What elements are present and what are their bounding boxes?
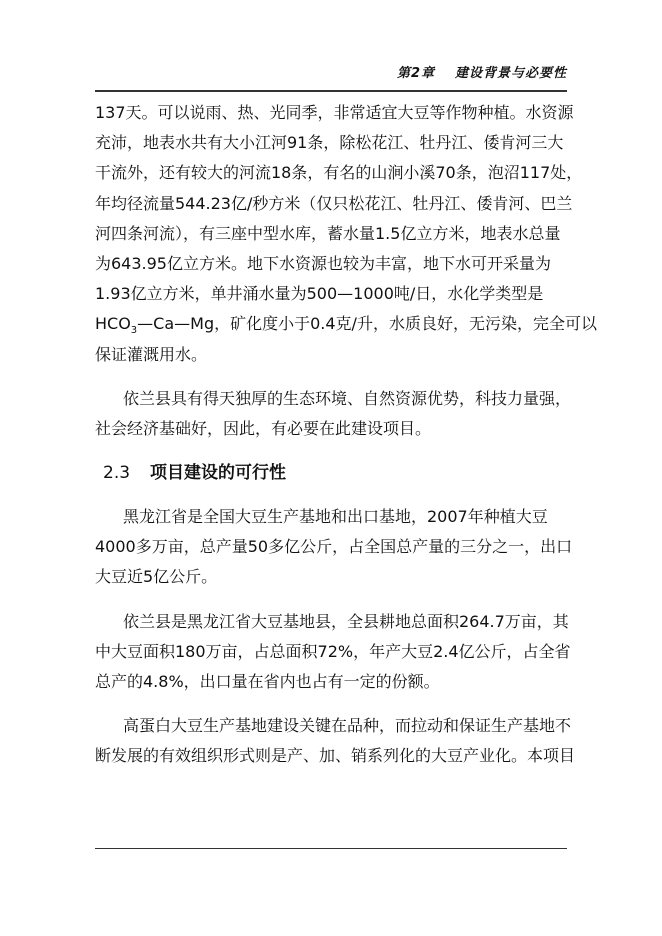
text-line: 依兰县是黑龙江省大豆基地县，全县耕地总面积264.7万亩，其 <box>123 611 569 631</box>
text-line: 断发展的有效组织形式则是产、加、销系列化的大豆产业化。本项目 <box>95 746 576 766</box>
header-rule <box>95 90 567 92</box>
text-line: 年均径流量544.23亿/秒方米（仅只松花江、牡丹江、倭肯河、巴兰 <box>95 193 573 213</box>
chem-rest: —Ca—Mg，矿化度小于0.4克/升，水质良好，无污染，完全可以 <box>137 314 597 334</box>
paragraph-water-resources <box>95 98 597 370</box>
chemistry-line <box>95 309 597 339</box>
text-line: 137天。可以说雨、热、光同季，非常适宜大豆等作物种植。水资源 <box>95 103 574 122</box>
text-line: 保证灌溉用水。 <box>95 344 208 364</box>
body-text <box>95 98 597 772</box>
section-title: 项目建设的可行性 <box>150 463 287 484</box>
running-header <box>397 62 567 81</box>
section-number: 2.3 <box>103 463 131 484</box>
text-line: 总产的4.8%，出口量在省内也占有一定的份额。 <box>95 672 440 691</box>
chem-formula: HCO <box>95 314 131 334</box>
paragraph-advantages <box>95 384 570 444</box>
text-line: 1.93亿立方米，单井涌水量为500—1000吨/日，水化学类型是 <box>95 284 544 304</box>
chem-subscript: 3 <box>130 325 138 337</box>
text-line: 高蛋白大豆生产基地建设关键在品种，而拉动和保证生产基地不 <box>123 716 572 736</box>
text-line: 充沛，地表水共有大小江河91条，除松花江、牡丹江、倭肯河三大 <box>95 133 564 153</box>
text-line: 大豆近5亿公斤。 <box>95 567 218 587</box>
paragraph-yilan <box>95 607 570 698</box>
text-line: 依兰县具有得天独厚的生态环境、自然资源优势，科技力量强， <box>123 388 572 408</box>
header-chapter: 第2章 <box>396 66 435 81</box>
text-line: 干流外，还有较大的河流18条，有名的山涧小溪70条，泡沼117处， <box>95 163 583 183</box>
footer-rule <box>95 848 567 849</box>
paragraph-industrialization <box>95 711 576 771</box>
header-title: 建设背景与必要性 <box>454 66 567 81</box>
text-line: 河四条河流），有三座中型水库，蓄水量1.5亿立方米，地表水总量 <box>95 223 561 243</box>
text-line: 为643.95亿立方米。地下水资源也较为丰富，地下水可开采量为 <box>95 253 551 273</box>
text-line: 4000多万亩，总产量50多亿公斤，占全国总产量的三分之一，出口 <box>95 537 573 557</box>
paragraph-heilongjiang <box>95 502 573 593</box>
text-line: 中大豆面积180万亩，占总面积72%，年产大豆2.4亿公斤，占全省 <box>95 641 571 661</box>
text-line: 社会经济基础好，因此，有必要在此建设项目。 <box>95 418 432 438</box>
text-line: 黑龙江省是全国大豆生产基地和出口基地，2007年种植大豆 <box>123 507 548 527</box>
section-heading <box>95 444 570 502</box>
